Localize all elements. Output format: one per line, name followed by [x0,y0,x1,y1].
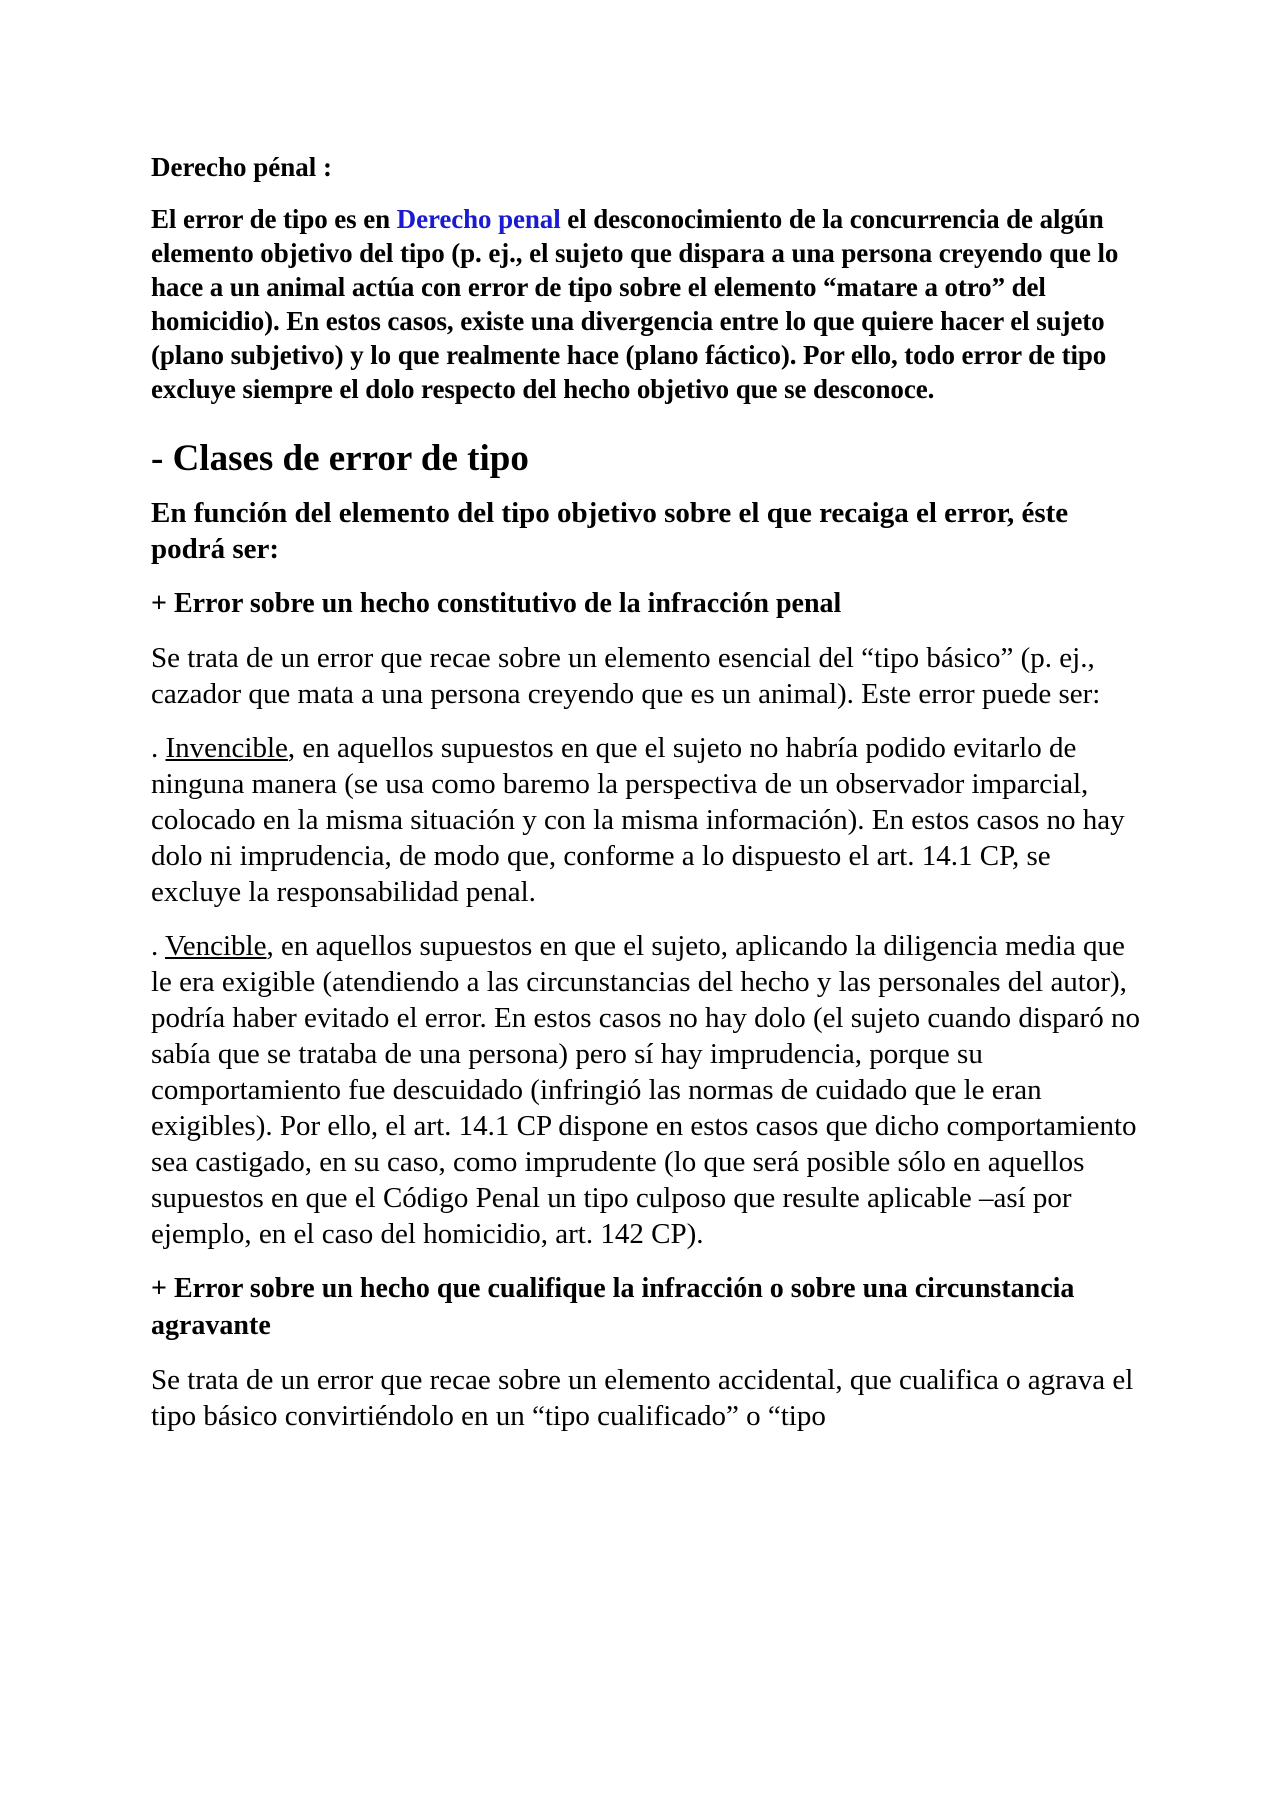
list-item-vencible [151,928,1141,1252]
list-item-prefix: . [151,930,165,962]
subsection-1-paragraph: Se trata de un error que recae sobre un elemento esencial del “tipo básico” (p. ej., cazador que mata a una persona creyendo que es un animal). Este error puede ser: [151,642,1101,710]
list-item-text: , en aquellos supuestos en que el sujeto, aplicando la diligencia media que le era exigible (atendiendo a las circunstancias del hecho y las personales del autor), podría haber evitado el error. En estos casos no hay dolo (el sujeto cuando disparó no sabía que se trataba de una persona) pero sí hay imprudencia, porque su comportamiento fue descuidado (infringió las normas de cuidado que le eran exigibles). Por ello, el art. 14.1 CP dispone en estos casos que dicho comportamiento sea castigado, en su caso, como imprudente (lo que será posible sólo en aquellos supuestos en que el Código Penal un tipo culposo que resulte aplicable –así por ejemplo, en el caso del homicidio, art. 142 CP). [151,930,1140,1250]
list-item-invencible [151,730,1141,910]
document-title: Derecho pénal : [151,152,332,182]
subsection-heading-1: + Error sobre un hecho constitutivo de la infracción penal [151,588,842,619]
section-lead: En función del elemento del tipo objetivo sobre el que recaiga el error, éste podrá ser: [151,497,1069,565]
intro-text-before-link: El error de tipo es en [151,204,397,234]
intro-text-after-link: el desconocimiento de la concurrencia de algún elemento objetivo del tipo (p. ej., el sujeto que dispara a una persona creyendo que lo hace a un animal actúa con error de tipo sobre el elemento “matare a otro” del homicidio). En estos casos, existe una divergencia entre lo que quiere hacer el sujeto (plano subjetivo) y lo que realmente hace (plano fáctico). Por ello, todo error de tipo excluye siempre el dolo respecto del hecho objetivo que se desconoce. [151,204,1119,404]
term-vencible: Vencible [164,930,267,962]
derecho-penal-link[interactable]: Derecho penal [396,204,561,234]
subsection-2-paragraph: Se trata de un error que recae sobre un elemento accidental, que cualifica o agrava el tipo básico convirtiéndolo en un “tipo cualificado” o “tipo [151,1364,1134,1432]
section-heading: - Clases de error de tipo [151,438,529,479]
term-invencible: Invencible [165,732,288,764]
list-item-text: , en aquellos supuestos en que el sujeto no habría podido evitarlo de ninguna manera (se usa como baremo la perspectiva de un observador imparcial, colocado en la misma situación y con la misma información). En estos casos no hay dolo ni imprudencia, de modo que, conforme a lo dispuesto el art. 14.1 CP, se excluye la responsabilidad penal. [151,732,1125,908]
list-item-prefix: . [151,732,166,764]
subsection-heading-2: + Error sobre un hecho que cualifique la infracción o sobre una circunstancia agravante [151,1273,1075,1341]
intro-paragraph [151,202,1141,406]
document-page [151,150,1141,1452]
